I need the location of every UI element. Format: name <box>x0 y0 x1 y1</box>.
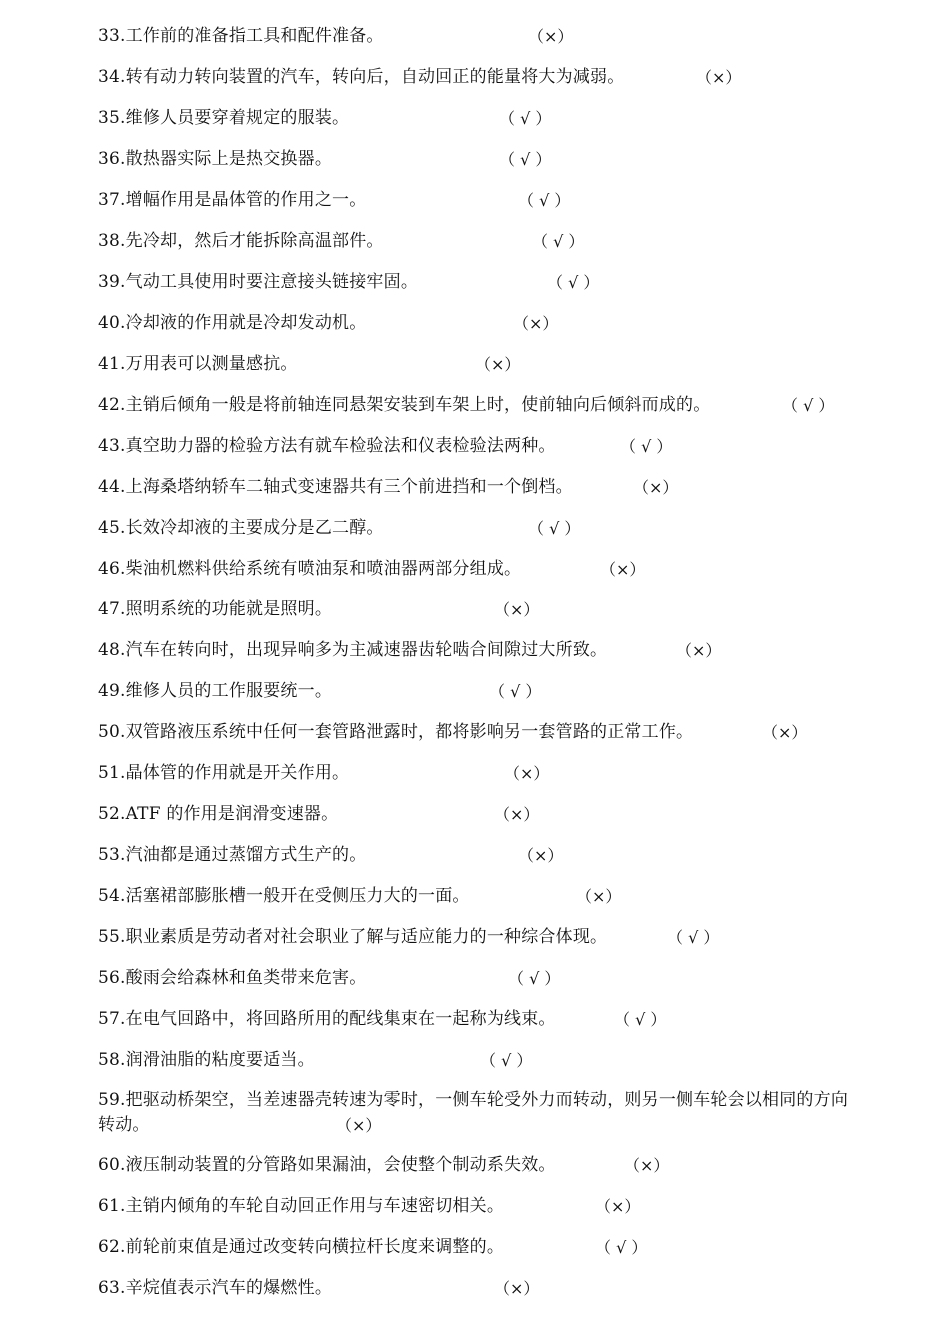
question-45 <box>98 516 868 541</box>
question-text: 41.万用表可以测量感抗。 <box>98 354 298 374</box>
question-38 <box>98 229 868 254</box>
answer-41: （×） <box>475 355 521 374</box>
answer-37: （ √ ） <box>518 191 571 210</box>
question-text: 46.柴油机燃料供给系统有喷油泵和喷油器两部分组成。 <box>98 559 522 579</box>
question-34 <box>98 65 868 90</box>
answer-43: （ √ ） <box>620 437 673 456</box>
question-text: 49.维修人员的工作服要统一。 <box>98 681 333 701</box>
question-48 <box>98 638 868 663</box>
question-59 <box>98 1088 858 1138</box>
question-52 <box>98 802 868 827</box>
question-text: 55.职业素质是劳动者对社会职业了解与适应能力的一种综合体现。 <box>98 927 608 947</box>
question-42 <box>98 393 868 418</box>
answer-46: （×） <box>600 560 646 579</box>
question-text: 36.散热器实际上是热交换器。 <box>98 149 333 169</box>
answer-34: （×） <box>696 68 742 87</box>
question-text: 53.汽油都是通过蒸馏方式生产的。 <box>98 845 367 865</box>
answer-61: （×） <box>595 1197 641 1216</box>
question-54 <box>98 884 868 909</box>
question-text: 50.双管路液压系统中任何一套管路泄露时，都将影响另一套管路的正常工作。 <box>98 722 694 742</box>
answer-50: （×） <box>762 723 808 742</box>
question-text: 40.冷却液的作用就是冷却发动机。 <box>98 313 367 333</box>
answer-48: （×） <box>676 641 722 660</box>
answer-59: （×） <box>336 1116 382 1135</box>
question-text: 39.气动工具使用时要注意接头链接牢固。 <box>98 272 419 292</box>
question-text: 54.活塞裙部膨胀槽一般开在受侧压力大的一面。 <box>98 886 470 906</box>
question-39 <box>98 270 868 295</box>
answer-51: （×） <box>504 764 550 783</box>
answer-44: （×） <box>633 478 679 497</box>
answer-47: （×） <box>494 600 540 619</box>
question-text: 44.上海桑塔纳轿车二轴式变速器共有三个前进挡和一个倒档。 <box>98 477 573 497</box>
answer-55: （ √ ） <box>667 928 720 947</box>
question-63 <box>98 1276 868 1301</box>
question-40 <box>98 311 868 336</box>
question-text: 33.工作前的准备指工具和配件准备。 <box>98 26 384 46</box>
question-56 <box>98 966 868 991</box>
question-text: 56.酸雨会给森林和鱼类带来危害。 <box>98 968 367 988</box>
answer-54: （×） <box>576 887 622 906</box>
answer-39: （ √ ） <box>547 273 600 292</box>
question-text: 51.晶体管的作用就是开关作用。 <box>98 763 350 783</box>
answer-33: （×） <box>528 27 574 46</box>
question-57 <box>98 1007 868 1032</box>
answer-62: （ √ ） <box>595 1238 648 1257</box>
question-46 <box>98 557 868 582</box>
answer-45: （ √ ） <box>528 519 581 538</box>
answer-63: （×） <box>494 1279 540 1298</box>
question-50 <box>98 720 868 745</box>
question-text: 34.转有动力转向装置的汽车，转向后，自动回正的能量将大为减弱。 <box>98 67 625 87</box>
question-text: 35.维修人员要穿着规定的服装。 <box>98 108 350 128</box>
question-55 <box>98 925 868 950</box>
answer-56: （ √ ） <box>508 969 561 988</box>
question-text: 59.把驱动桥架空，当差速器壳转速为零时，一侧车轮受外力而转动，则另一侧车轮会以相同的方向转动。 <box>98 1090 849 1135</box>
answer-35: （ √ ） <box>499 109 552 128</box>
answer-49: （ √ ） <box>489 682 542 701</box>
question-text: 45.长效冷却液的主要成分是乙二醇。 <box>98 518 384 538</box>
question-text: 58.润滑油脂的粘度要适当。 <box>98 1050 315 1070</box>
answer-38: （ √ ） <box>532 232 585 251</box>
question-60 <box>98 1153 868 1178</box>
question-text: 43.真空助力器的检验方法有就车检验法和仪表检验法两种。 <box>98 436 556 456</box>
question-text: 48.汽车在转向时，出现异响多为主减速器齿轮啮合间隙过大所致。 <box>98 640 608 660</box>
question-text: 47.照明系统的功能就是照明。 <box>98 599 333 619</box>
question-text: 52.ATF 的作用是润滑变速器。 <box>98 804 339 824</box>
question-43 <box>98 434 868 459</box>
answer-40: （×） <box>513 314 559 333</box>
question-text: 38.先冷却，然后才能拆除高温部件。 <box>98 231 384 251</box>
question-text: 57.在电气回路中，将回路所用的配线集束在一起称为线束。 <box>98 1009 556 1029</box>
answer-52: （×） <box>494 805 540 824</box>
question-53 <box>98 843 868 868</box>
question-44 <box>98 475 868 500</box>
question-51 <box>98 761 868 786</box>
question-text: 61.主销内倾角的车轮自动回正作用与车速密切相关。 <box>98 1196 505 1216</box>
question-text: 60.液压制动装置的分管路如果漏油，会使整个制动系失效。 <box>98 1155 556 1175</box>
answer-36: （ √ ） <box>499 150 552 169</box>
answer-57: （ √ ） <box>614 1010 667 1029</box>
question-text: 37.增幅作用是晶体管的作用之一。 <box>98 190 367 210</box>
answer-53: （×） <box>518 846 564 865</box>
question-text: 62.前轮前束值是通过改变转向横拉杆长度来调整的。 <box>98 1237 505 1257</box>
question-text: 63.辛烷值表示汽车的爆燃性。 <box>98 1278 333 1298</box>
question-47 <box>98 597 868 622</box>
question-33 <box>98 24 868 49</box>
answer-58: （ √ ） <box>480 1051 533 1070</box>
question-35 <box>98 106 868 131</box>
question-text: 42.主销后倾角一般是将前轴连同悬架安装到车架上时，使前轴向后倾斜而成的。 <box>98 395 711 415</box>
question-49 <box>98 679 868 704</box>
question-61 <box>98 1194 868 1219</box>
answer-60: （×） <box>624 1156 670 1175</box>
answer-42: （ √ ） <box>782 396 835 415</box>
question-37 <box>98 188 868 213</box>
question-62 <box>98 1235 868 1260</box>
question-36 <box>98 147 868 172</box>
